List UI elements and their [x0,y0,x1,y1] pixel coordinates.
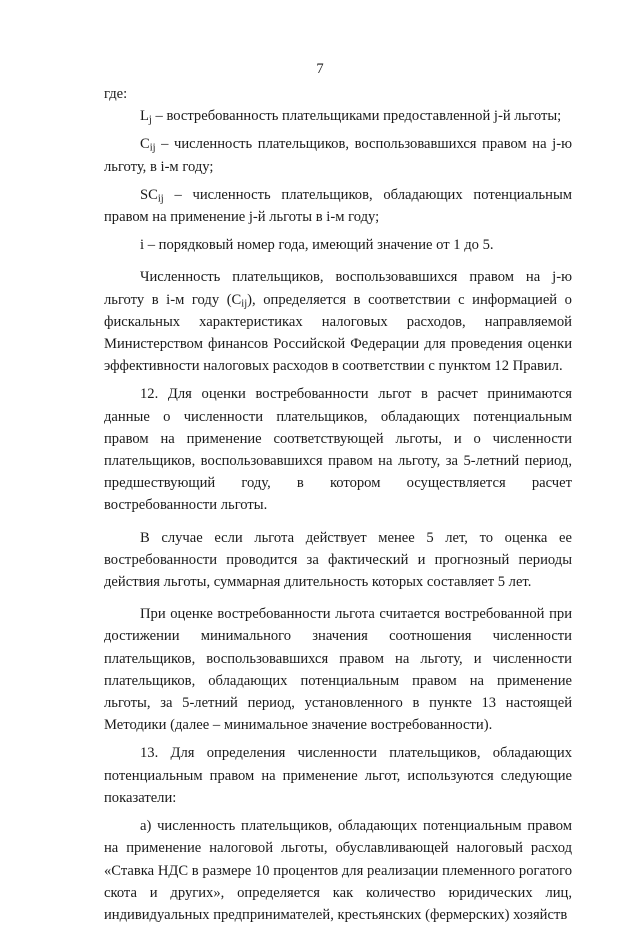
definition-c [104,133,572,177]
symbol-l-subscript: j [148,114,152,126]
paragraph-13: 13. Для определения численности плательщиков, обладающих потенциальным правом на применение льгот, используются следующие показатели: [104,745,572,806]
symbol-sc-subscript: ij [157,193,164,205]
definition-c-text: – численность плательщиков, воспользовавшихся правом на j-ю льготу, в i-м году; [104,136,572,175]
symbol-c: C [140,136,150,153]
paragraph-minimal-value: При оценке востребованности льгота считается востребованной при достижении минимального значения соотношения численности плательщиков, воспользовавшихся правом на льготу, и численности плательщиков, обладающих потенциальным правом на применение льготы, за 5-летний период, установленного в пункте 13 настоящей Методики (далее – минимальное значение востребованности). [104,606,572,734]
definition-l-text: – востребованность плательщиками предоставленной j-й льготы; [151,108,562,125]
page-number: 7 [316,61,324,77]
paragraph-count-subscript: ij [241,298,248,310]
definition-sc-text: – численность плательщиков, обладающих потенциальным правом на применение j-й льготы в i-м году; [104,186,572,226]
definition-l [104,105,572,127]
definition-i: i – порядковый номер года, имеющий значение от 1 до 5. [140,237,494,254]
symbol-c-subscript: ij [149,143,156,155]
symbol-sc: SC [140,186,158,203]
where-label: где: [104,86,128,102]
paragraph-count-b: ), определяется в соответствии с информацией о фискальных характеристиках налоговых расходов, направляемой Министерством финансов Российской Федерации для проведения оценки эффективности налоговых расходов в соответствии с пунктом 12 Правил. [104,291,572,375]
paragraph-count-a: Численность плательщиков, воспользовавшихся правом на j-ю льготу в i-м году (C [104,269,572,308]
paragraph-count [104,266,572,377]
symbol-l: L [140,108,149,125]
paragraph-13-a: а) численность плательщиков, обладающих потенциальным правом на применение налоговой льготы, обуславливающей налоговый расход «Ставка НДС в размере 10 процентов для реализации племенного рогатого скота и других», определяется как количество юридических лиц, индивидуальных предпринимателей, крестьянских (фермерских) хозяйств [104,818,572,923]
paragraph-less-than-5-years: В случае если льгота действует менее 5 лет, то оценка ее востребованности проводится за фактический и прогнозный периоды действия льготы, суммарная длительность которых составляет 5 лет. [104,529,572,591]
definition-sc [104,184,572,228]
paragraph-12: 12. Для оценки востребованности льгот в расчет принимаются данные о численности плательщиков, обладающих потенциальным правом на применение соответствующей льготы, и о численности плательщиков, воспользовавшихся правом на льготу, за 5-летний период, предшествующий году, в котором осуществляется расчет востребованности льготы. [104,386,572,514]
document-body [104,83,572,926]
